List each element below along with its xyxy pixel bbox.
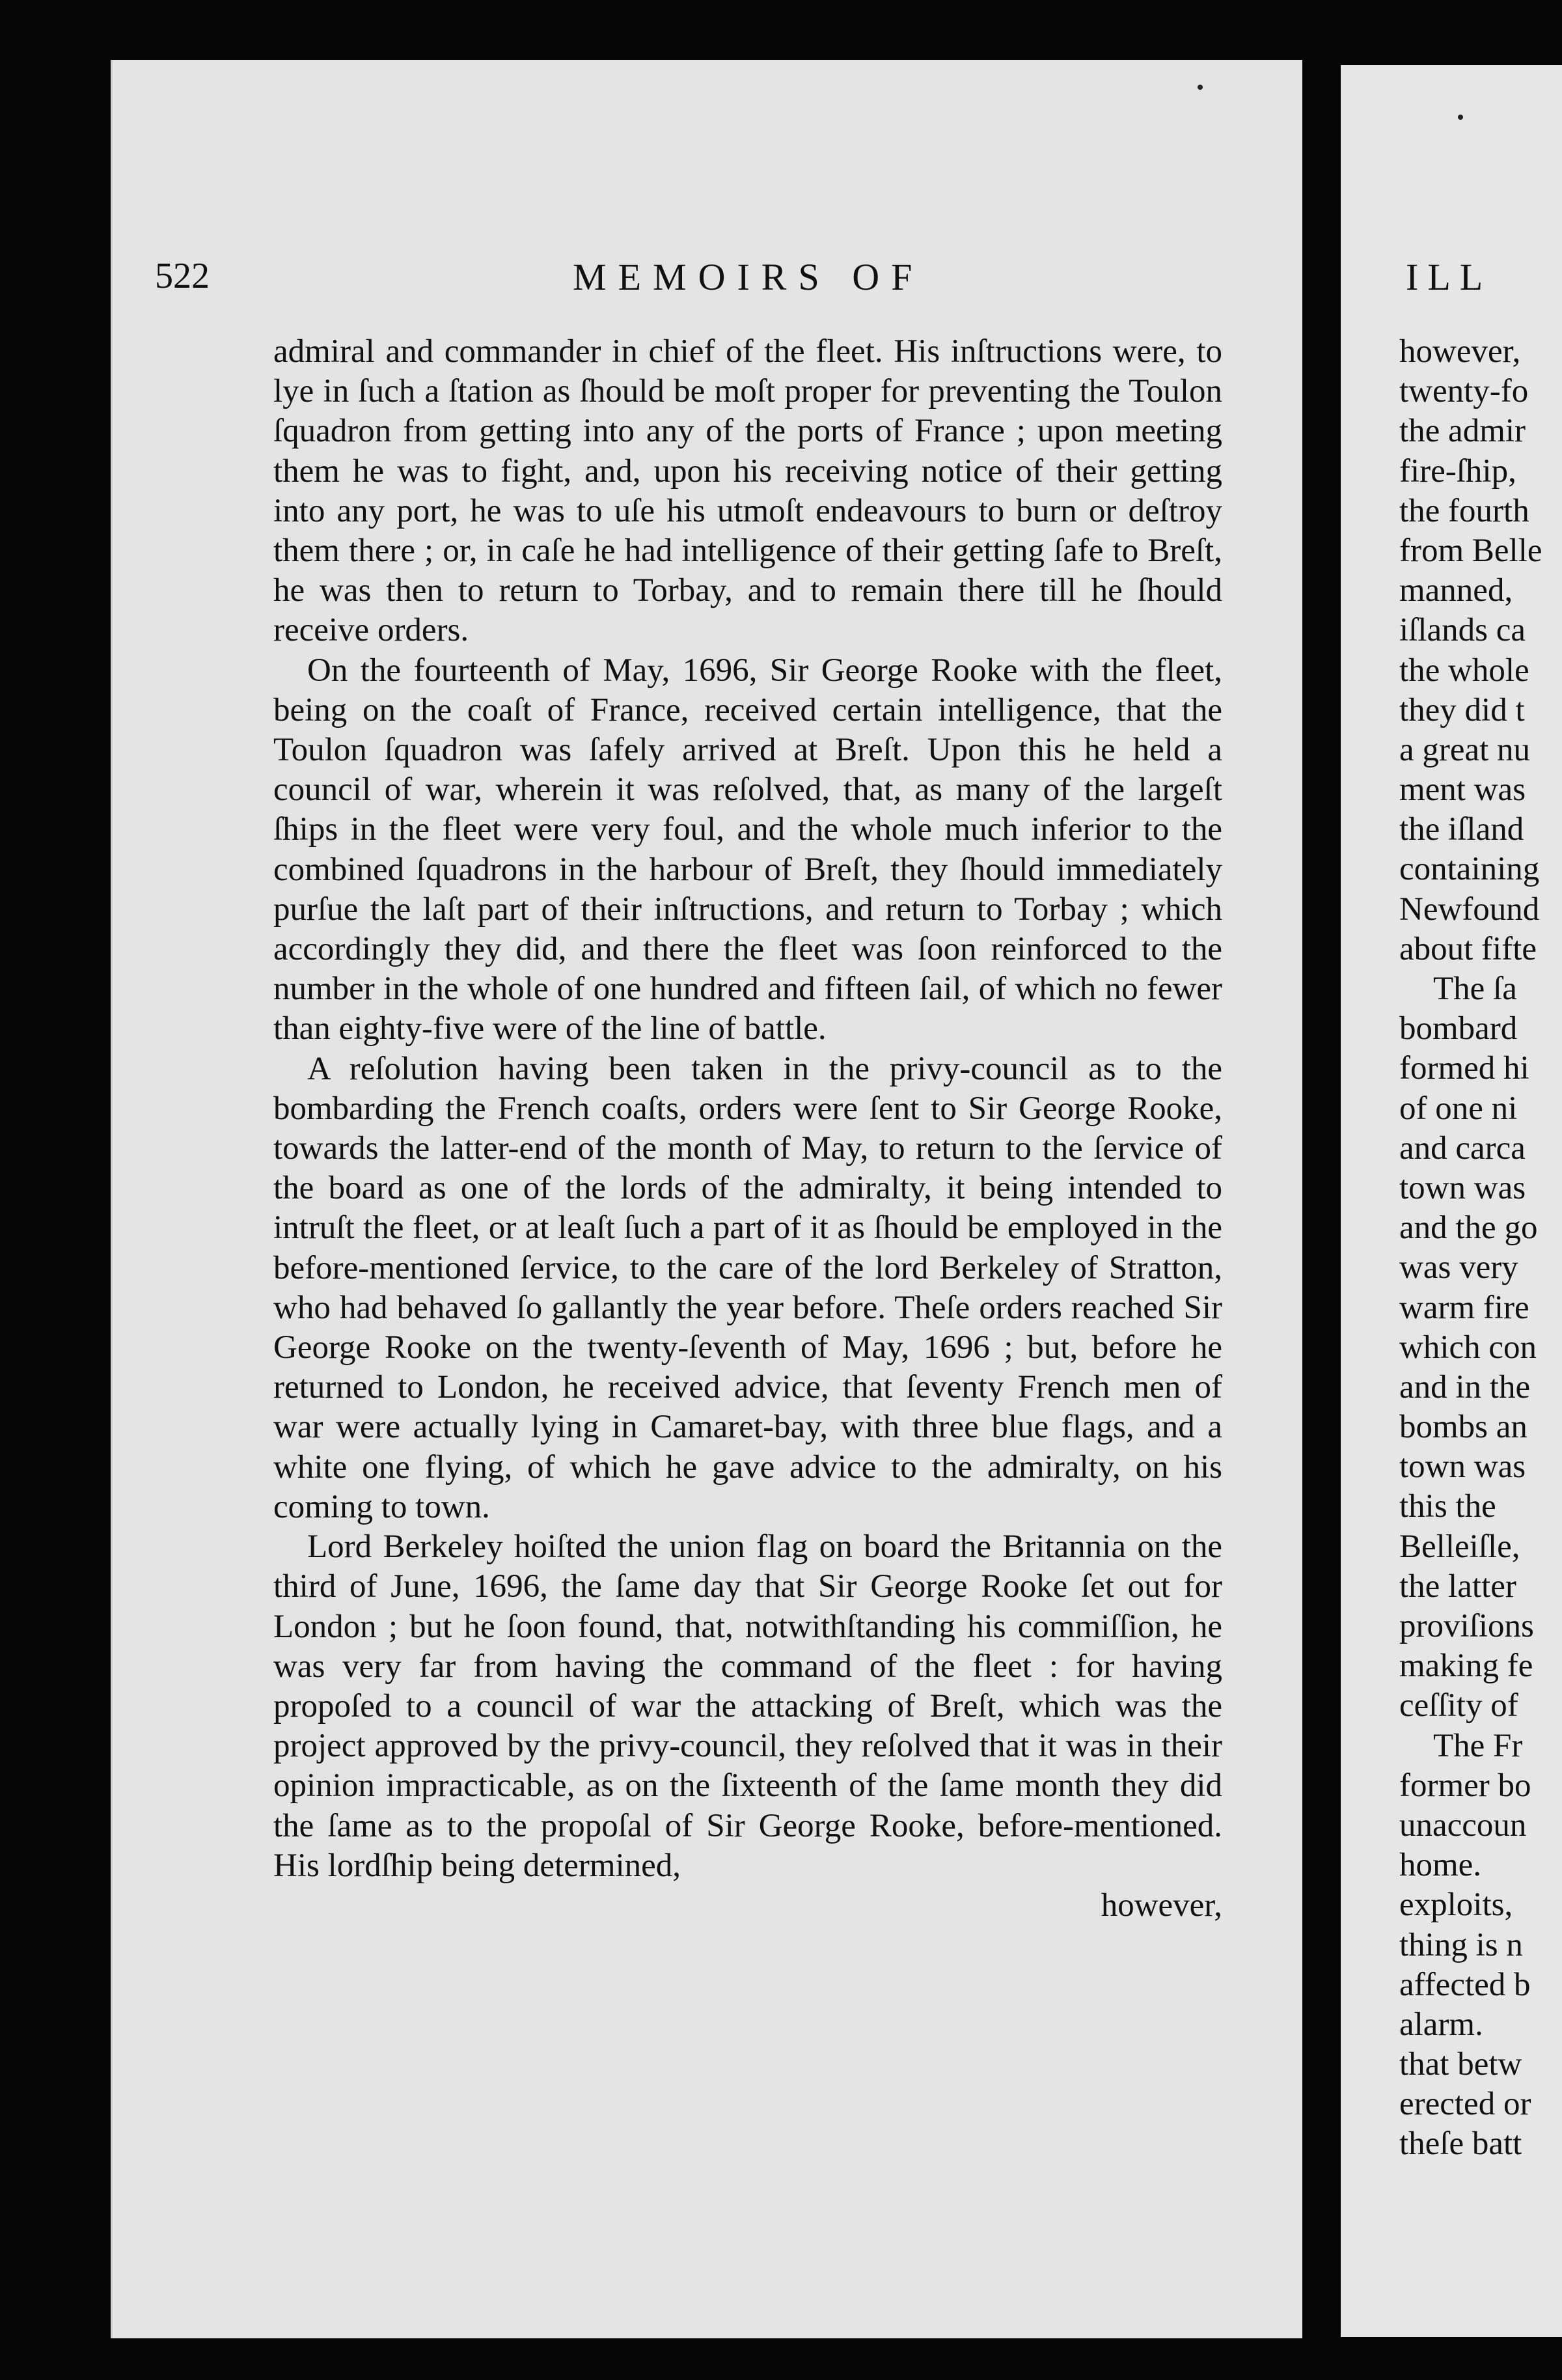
right-page-line: about fifte <box>1399 930 1537 967</box>
right-page-line: affected b <box>1399 1966 1531 2003</box>
right-page-line: this the <box>1399 1488 1496 1525</box>
body-text <box>273 332 1222 1926</box>
right-page-line: Newfound <box>1399 891 1540 928</box>
right-page-line: of one ni <box>1399 1090 1518 1127</box>
right-page-line: was very <box>1399 1249 1518 1286</box>
right-page-line: thing is n <box>1399 1926 1523 1963</box>
running-head-title: MEMOIRS OF <box>573 256 924 298</box>
right-page-line: manned, <box>1399 572 1513 609</box>
right-page-line: iſlands ca <box>1399 612 1526 649</box>
right-page-line: the iſland <box>1399 811 1524 848</box>
paragraph: admiral and commander in chief of the fleet. His inſtructions were, to lye in ſuch a ſtation as ſhould be moſt proper for preventing the Toulon ſquadron from getting into any of the ports of France ; upon meeting them he was to fight, and, upon his receiving notice of their getting into any port, he was to uſe his utmoſt endeavours to burn or deſtroy them there ; or, in caſe he had intelligence of their getting ſafe to Breſt, he was then to return to Torbay, and to remain there till he ſhould receive orders. <box>273 333 1222 649</box>
right-page-line: unaccoun <box>1399 1806 1527 1844</box>
right-page-line: proviſions <box>1399 1608 1534 1644</box>
right-page-line: they did t <box>1399 691 1525 728</box>
right-page-line: alarm. <box>1399 2006 1483 2043</box>
right-page-text <box>1399 332 1562 2165</box>
right-page-line: theſe batt <box>1399 2125 1522 2163</box>
right-page-line: The ſa <box>1433 971 1517 1007</box>
right-page-line: former bo <box>1399 1767 1531 1804</box>
right-page-line: formed hi <box>1399 1050 1529 1087</box>
right-page-line: twenty-fo <box>1399 373 1529 410</box>
right-page-line: ceſſity of <box>1399 1687 1518 1724</box>
right-page-line: ment was <box>1399 771 1526 809</box>
right-page-line: Belleiſle, <box>1399 1528 1520 1565</box>
right-page-line: bombs an <box>1399 1409 1528 1446</box>
right-page-line: the fourth <box>1399 492 1529 529</box>
paragraph: On the fourteenth of May, 1696, Sir George Rooke with the fleet, being on the coaſt of France, received certain intelligence, that the Toulon ſquadron was ſafely arrived at Breſt. Upon this he held a council of war, wherein it was reſolved, that, as many of the largeſt ſhips in the fleet were very foul, and the whole much inferior to the combined ſquadrons in the harbour of Breſt, they ſhould immediately purſue the laſt part of their inſtructions, and return to Torbay ; which accordingly they did, and there the fleet was ſoon reinforced to the number in the whole of one hundred and fifteen ſail, of which no fewer than eighty-five were of the line of battle. <box>273 652 1222 1047</box>
catchword: however, <box>1101 1887 1222 1924</box>
right-page-line: and carca <box>1399 1129 1526 1167</box>
right-page-line: the latter <box>1399 1568 1516 1605</box>
right-page-line: that betw <box>1399 2046 1522 2083</box>
right-page-line: and the go <box>1399 1210 1538 1247</box>
right-page-line: making fe <box>1399 1648 1533 1685</box>
right-page-line: and in the <box>1399 1368 1531 1405</box>
right-page-line: The Fr <box>1433 1727 1523 1764</box>
right-page-line: containing <box>1399 851 1540 888</box>
right-page-line: home. <box>1399 1847 1482 1884</box>
page-number: 522 <box>155 256 210 296</box>
right-page-line: the whole <box>1399 652 1529 689</box>
print-speck <box>1198 85 1203 90</box>
right-page-line: the admir <box>1399 413 1526 450</box>
right-page-line: which con <box>1399 1329 1537 1366</box>
right-page-line: warm fire <box>1399 1289 1529 1326</box>
right-page-line: however, <box>1399 333 1521 370</box>
paragraph: Lord Berkeley hoiſted the union flag on board the Britannia on the third of June, 1696, the ſame day that Sir George Rooke ſet out for London ; but he ſoon found, that, notwithſtanding his commiſſion, he was very far from having the command of the fleet : for having propoſed to a council of war the attacking of Breſt, which was the project approved by the privy-council, they reſolved that it was in their opinion impracticable, as on the ſixteenth of the ſame month they did the ſame as to the propoſal of Sir George Rooke, before-mentioned. His lordſhip being determined, <box>273 1529 1222 1884</box>
right-page-line: fire-ſhip, <box>1399 452 1516 490</box>
running-head <box>0 255 1562 301</box>
right-page-line: bombard <box>1399 1010 1518 1047</box>
right-page-line: town was <box>1399 1448 1526 1486</box>
paragraph: A reſolution having been taken in the privy-council as to the bombarding the French coaſts, orders were ſent to Sir George Rooke, towards the latter-end of the month of May, to return to the ſervice of the board as one of the lords of the admiralty, it being intended to intruſt the fleet, or at leaſt ſuch a part of it as ſhould be employed in the before-mentioned ſervice, to the care of the lord Berkeley of Stratton, who had behaved ſo gallantly the year before. Theſe orders reached Sir George Rooke on the twenty-ſeventh of May, 1696 ; but, before he returned to London, he received advice, that ſeventy French men of war were actually lying in Camaret-bay, with three blue flags, and a white one flying, of which he gave advice to the admiralty, on his coming to town. <box>273 1050 1222 1525</box>
right-page-line: erected or <box>1399 2086 1531 2123</box>
right-running-head: ILL <box>1406 256 1492 298</box>
right-page-line: exploits, <box>1399 1887 1513 1924</box>
print-speck <box>1458 115 1463 120</box>
right-page-line: a great nu <box>1399 731 1531 768</box>
right-page-line: town was <box>1399 1169 1526 1206</box>
right-page-line: from Belle <box>1399 532 1542 569</box>
